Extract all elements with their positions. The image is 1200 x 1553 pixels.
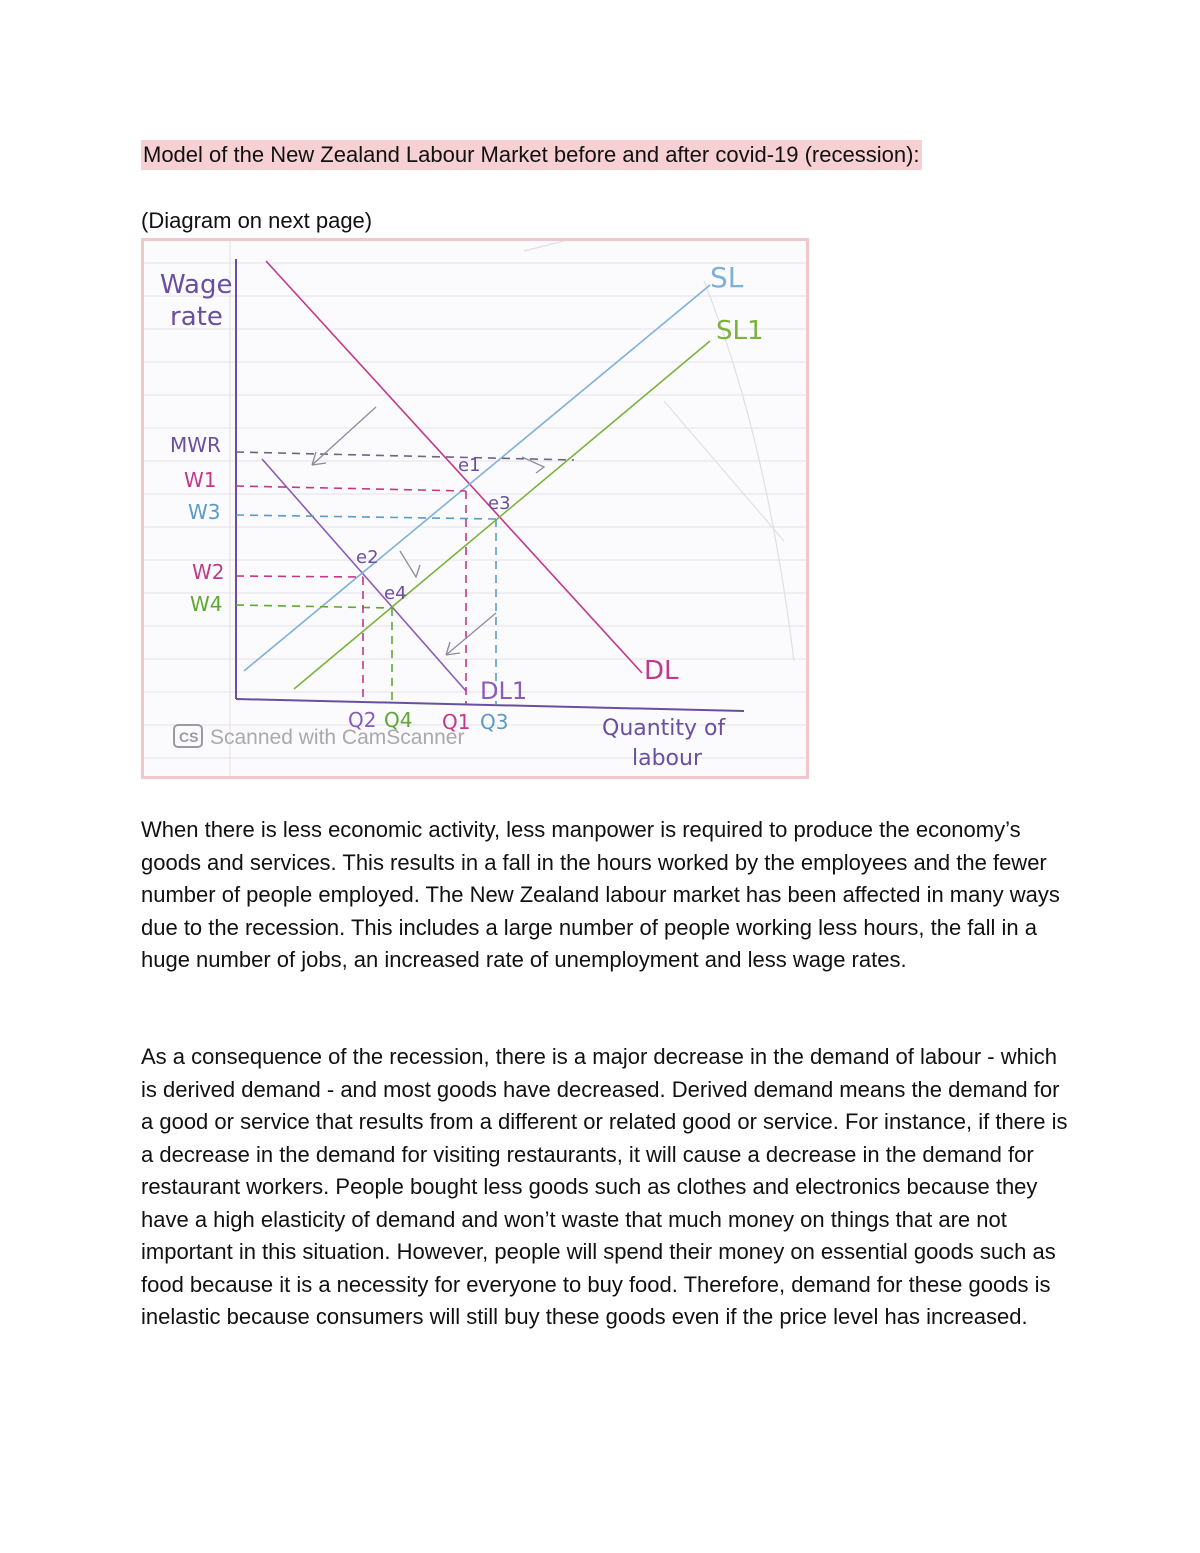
dl-curve-label: DL xyxy=(644,656,679,686)
page-heading: Model of the New Zealand Labour Market before and after covid-19 (recession): xyxy=(141,140,922,170)
point-label-e4: e4 xyxy=(384,583,407,604)
wage-label-mwr: MWR xyxy=(170,433,221,457)
quantity-label-q2: Q2 xyxy=(348,708,377,732)
sl-curve-label: SL xyxy=(710,261,744,294)
wage-label-w2: W2 xyxy=(192,560,225,584)
wage-label-w1: W1 xyxy=(184,468,217,492)
wage-label-w3: W3 xyxy=(188,500,221,524)
watermark-logo: CS xyxy=(179,729,199,745)
camscanner-watermark xyxy=(174,725,464,749)
quantity-label-q3: Q3 xyxy=(480,710,509,734)
labour-market-diagram-photo xyxy=(141,238,809,779)
diagram-note: (Diagram on next page) xyxy=(141,208,373,233)
paragraph-1: When there is less economic activity, less manpower is required to produce the economy’s goods and services. This results in a fall in the hours worked by the employees and the fewer number of people employed. The New Zealand labour market has been affected in many ways due to the recession. This includes a large number of people working less hours, the fall in a huge number of jobs, an increased rate of unemployment and less wage rates. xyxy=(141,817,1060,972)
wage-label-w4: W4 xyxy=(190,592,223,616)
sl1-curve-label: SL1 xyxy=(716,316,764,346)
quantity-label-q4: Q4 xyxy=(384,708,413,732)
y-axis-label-line2: rate xyxy=(170,302,223,332)
point-label-e2: e2 xyxy=(356,547,379,568)
labour-market-diagram xyxy=(144,241,806,776)
paragraph-2: As a consequence of the recession, there is a major decrease in the demand of labour - which is derived demand - and most goods have decreased. Derived demand means the demand for a good or service that results from a different or related good or service. For instance, if there is a decrease in the demand for visiting restaurants, it will cause a decrease in the demand for restaurant workers. People bought less goods such as clothes and electronics because they have a high elasticity of demand and won’t waste that much money on things that are not important in this situation. However, people will spend their money on essential goods such as food because it is a necessity for everyone to buy food. Therefore, demand for these goods is inelastic because consumers will still buy these goods even if the price level has increased. xyxy=(141,1044,1068,1329)
point-label-e1: e1 xyxy=(458,455,481,476)
point-label-e3: e3 xyxy=(488,493,511,514)
y-axis-label-line1: Wage xyxy=(160,270,233,300)
x-axis-label-line2: labour xyxy=(632,746,703,771)
watermark-text: Scanned with CamScanner xyxy=(210,726,465,749)
dl1-curve-label: DL1 xyxy=(480,677,528,705)
quantity-label-q1: Q1 xyxy=(442,710,471,734)
x-axis-label-line1: Quantity of xyxy=(602,716,726,741)
